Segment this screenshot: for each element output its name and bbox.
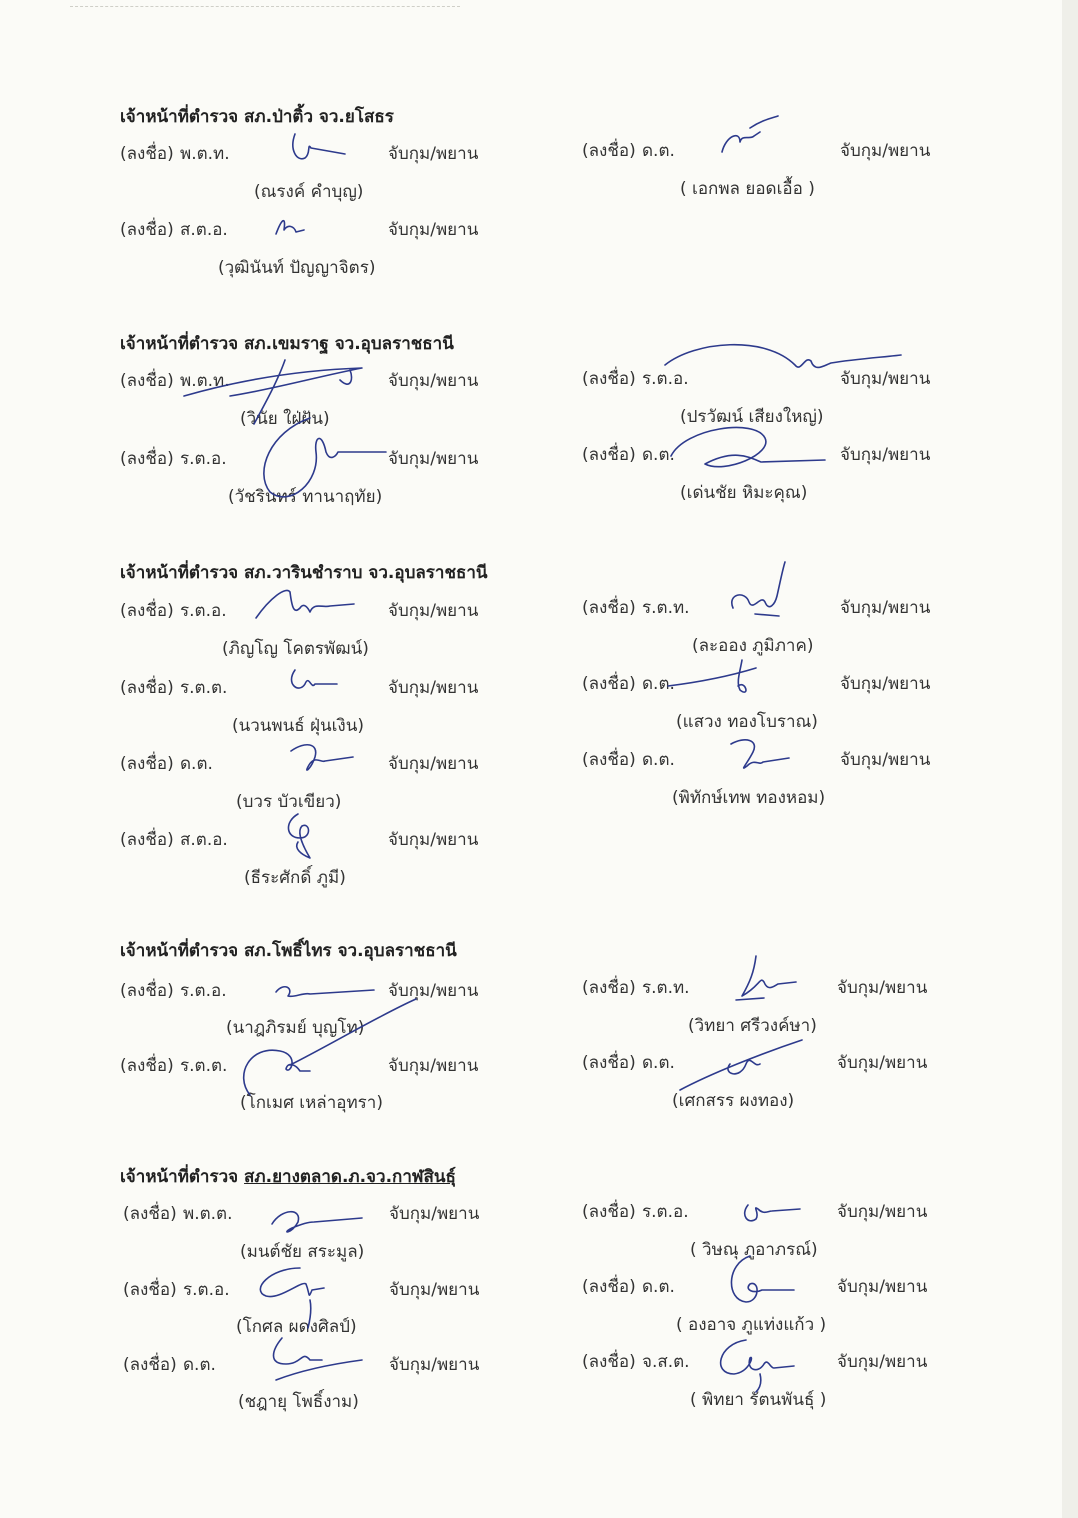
top-edge-mark <box>70 0 460 7</box>
signer-name: (โกเมศ เหล่าอุทรา) <box>240 1093 383 1113</box>
rank-label: ร.ต.อ. <box>180 601 227 621</box>
sign-label: (ลงชื่อ) <box>582 1277 636 1297</box>
signer-name: (พิทักษ์เทพ ทองหอม) <box>672 788 826 808</box>
role-label: จับกุม/พยาน <box>388 601 479 621</box>
sign-label: (ลงชื่อ) <box>582 598 636 618</box>
rank-label: ร.ต.อ. <box>180 449 227 469</box>
role-label: จับกุม/พยาน <box>389 1355 480 1375</box>
role-label: จับกุม/พยาน <box>388 678 479 698</box>
signer-name: ( องอาจ ภูแท่งแก้ว ) <box>676 1315 827 1335</box>
rank-label: ร.ต.อ. <box>180 981 227 1001</box>
signer-name: (บวร บัวเขียว) <box>236 792 342 812</box>
section-heading-khemarat: เจ้าหน้าที่ตำรวจ สภ.เขมราฐ จว.อุบลราชธานี <box>120 334 454 354</box>
rank-label: ร.ต.อ. <box>183 1280 230 1300</box>
rank-label: ร.ต.ต. <box>180 678 228 698</box>
sign-label: (ลงชื่อ) <box>582 1352 636 1372</box>
role-label: จับกุม/พยาน <box>840 445 931 465</box>
signer-name: (ชฎายุ โพธิ์งาม) <box>238 1392 359 1412</box>
section-heading-warin-chamrap: เจ้าหน้าที่ตำรวจ สภ.วารินชำราบ จว.อุบลราชธานี <box>120 563 488 583</box>
rank-label: ร.ต.อ. <box>642 1202 689 1222</box>
sign-label: (ลงชื่อ) <box>582 1202 636 1222</box>
sign-label: (ลงชื่อ) <box>582 750 636 770</box>
signer-name: ( พิทยา รัตนพันธุ์ ) <box>690 1390 827 1410</box>
signer-name: (เด่นชัย หิมะคุณ) <box>680 483 808 503</box>
sign-label: (ลงชื่อ) <box>582 141 636 161</box>
sign-label: (ลงชื่อ) <box>120 144 174 164</box>
signer-name: (ละออง ภูมิภาค) <box>692 636 814 656</box>
sign-label: (ลงชื่อ) <box>582 445 636 465</box>
section-heading-yang-talat <box>120 1163 456 1190</box>
role-label: จับกุม/พยาน <box>837 1053 928 1073</box>
sign-label: (ลงชื่อ) <box>120 371 174 391</box>
signer-name: ( วิษณุ ภูอาภรณ์) <box>690 1240 818 1260</box>
rank-label: จ.ส.ต. <box>642 1352 690 1372</box>
rank-label: ส.ต.อ. <box>180 830 228 850</box>
sign-label: (ลงชื่อ) <box>120 830 174 850</box>
rank-label: พ.ต.ท. <box>180 144 230 164</box>
signer-name: (วัชรินทร์ ทานาฤทัย) <box>228 487 383 507</box>
sign-label: (ลงชื่อ) <box>120 1056 174 1076</box>
rank-label: ร.ต.ท. <box>642 978 690 998</box>
rank-label: พ.ต.ต. <box>183 1204 233 1224</box>
role-label: จับกุม/พยาน <box>837 1202 928 1222</box>
role-label: จับกุม/พยาน <box>388 371 479 391</box>
sign-label: (ลงชื่อ) <box>582 978 636 998</box>
role-label: จับกุม/พยาน <box>837 978 928 998</box>
signer-name: (วินัย ใฝ่ฝัน) <box>240 409 330 429</box>
sign-label: (ลงชื่อ) <box>582 369 636 389</box>
sign-label: (ลงชื่อ) <box>120 601 174 621</box>
signer-name: (ธีระศักดิ์ ภูมี) <box>244 868 346 888</box>
role-label: จับกุม/พยาน <box>837 1277 928 1297</box>
sign-label: (ลงชื่อ) <box>123 1280 177 1300</box>
role-label: จับกุม/พยาน <box>388 830 479 850</box>
signer-name: (นาฎภิรมย์ บุญโท) <box>226 1018 365 1038</box>
rank-label: ร.ต.ท. <box>642 598 690 618</box>
section-heading-pa-tio: เจ้าหน้าที่ตำรวจ สภ.ป่าติ้ว จว.ยโสธร <box>120 107 394 127</box>
sign-label: (ลงชื่อ) <box>582 1053 636 1073</box>
rank-label: ร.ต.ต. <box>180 1056 228 1076</box>
signer-name: (ภิญโญ โคตรพัฒน์) <box>222 639 369 659</box>
role-label: จับกุม/พยาน <box>388 981 479 1001</box>
signer-name: (มนต์ชัย สระมูล) <box>240 1242 365 1262</box>
heading-station-underlined: สภ.ยางตลาด.ภ.จว.กาฬสินธุ์ <box>244 1167 456 1187</box>
rank-label: ส.ต.อ. <box>180 220 228 240</box>
signer-name: (ปรวัฒน์ เสียงใหญ่) <box>680 407 824 427</box>
rank-label: ด.ต. <box>642 750 675 770</box>
role-label: จับกุม/พยาน <box>389 1280 480 1300</box>
signer-name: (แสวง ทองโบราณ) <box>676 712 818 732</box>
sign-label: (ลงชื่อ) <box>120 220 174 240</box>
signer-name: (ณรงค์ คำบุญ) <box>254 182 364 202</box>
rank-label: ด.ต. <box>642 141 675 161</box>
rank-label: ด.ต. <box>180 754 213 774</box>
role-label: จับกุม/พยาน <box>388 449 479 469</box>
rank-label: ด.ต. <box>642 674 675 694</box>
signer-name: (นวนพนธ์ ฝุ่นเงิน) <box>232 716 364 736</box>
role-label: จับกุม/พยาน <box>388 144 479 164</box>
rank-label: ด.ต. <box>642 445 675 465</box>
rank-label: ด.ต. <box>642 1277 675 1297</box>
sign-label: (ลงชื่อ) <box>120 678 174 698</box>
role-label: จับกุม/พยาน <box>840 598 931 618</box>
sign-label: (ลงชื่อ) <box>120 981 174 1001</box>
rank-label: ด.ต. <box>183 1355 216 1375</box>
signer-name: (วิทยา ศรีวงค์ษา) <box>688 1016 817 1036</box>
role-label: จับกุม/พยาน <box>840 750 931 770</box>
signer-name: ( เอกพล ยอดเอื้อ ) <box>680 179 815 199</box>
sign-label: (ลงชื่อ) <box>123 1204 177 1224</box>
section-heading-pho-sai: เจ้าหน้าที่ตำรวจ สภ.โพธิ์ไทร จว.อุบลราชธานี <box>120 941 457 961</box>
sign-label: (ลงชื่อ) <box>582 674 636 694</box>
role-label: จับกุม/พยาน <box>840 141 931 161</box>
role-label: จับกุม/พยาน <box>840 674 931 694</box>
signer-name: (วุฒินันท์ ปัญญาจิตร) <box>218 258 376 278</box>
signer-name: (โกศล ผดงศิลป์) <box>236 1317 357 1337</box>
sign-label: (ลงชื่อ) <box>120 449 174 469</box>
role-label: จับกุม/พยาน <box>388 220 479 240</box>
rank-label: พ.ต.ท. <box>180 371 230 391</box>
rank-label: ร.ต.อ. <box>642 369 689 389</box>
heading-prefix: เจ้าหน้าที่ตำรวจ <box>120 1167 245 1187</box>
role-label: จับกุม/พยาน <box>837 1352 928 1372</box>
role-label: จับกุม/พยาน <box>388 1056 479 1076</box>
page-edge <box>1062 0 1078 1518</box>
rank-label: ด.ต. <box>642 1053 675 1073</box>
role-label: จับกุม/พยาน <box>389 1204 480 1224</box>
role-label: จับกุม/พยาน <box>388 754 479 774</box>
sign-label: (ลงชื่อ) <box>123 1355 177 1375</box>
sign-label: (ลงชื่อ) <box>120 754 174 774</box>
role-label: จับกุม/พยาน <box>840 369 931 389</box>
signer-name: (เศกสรร ผงทอง) <box>672 1091 795 1111</box>
